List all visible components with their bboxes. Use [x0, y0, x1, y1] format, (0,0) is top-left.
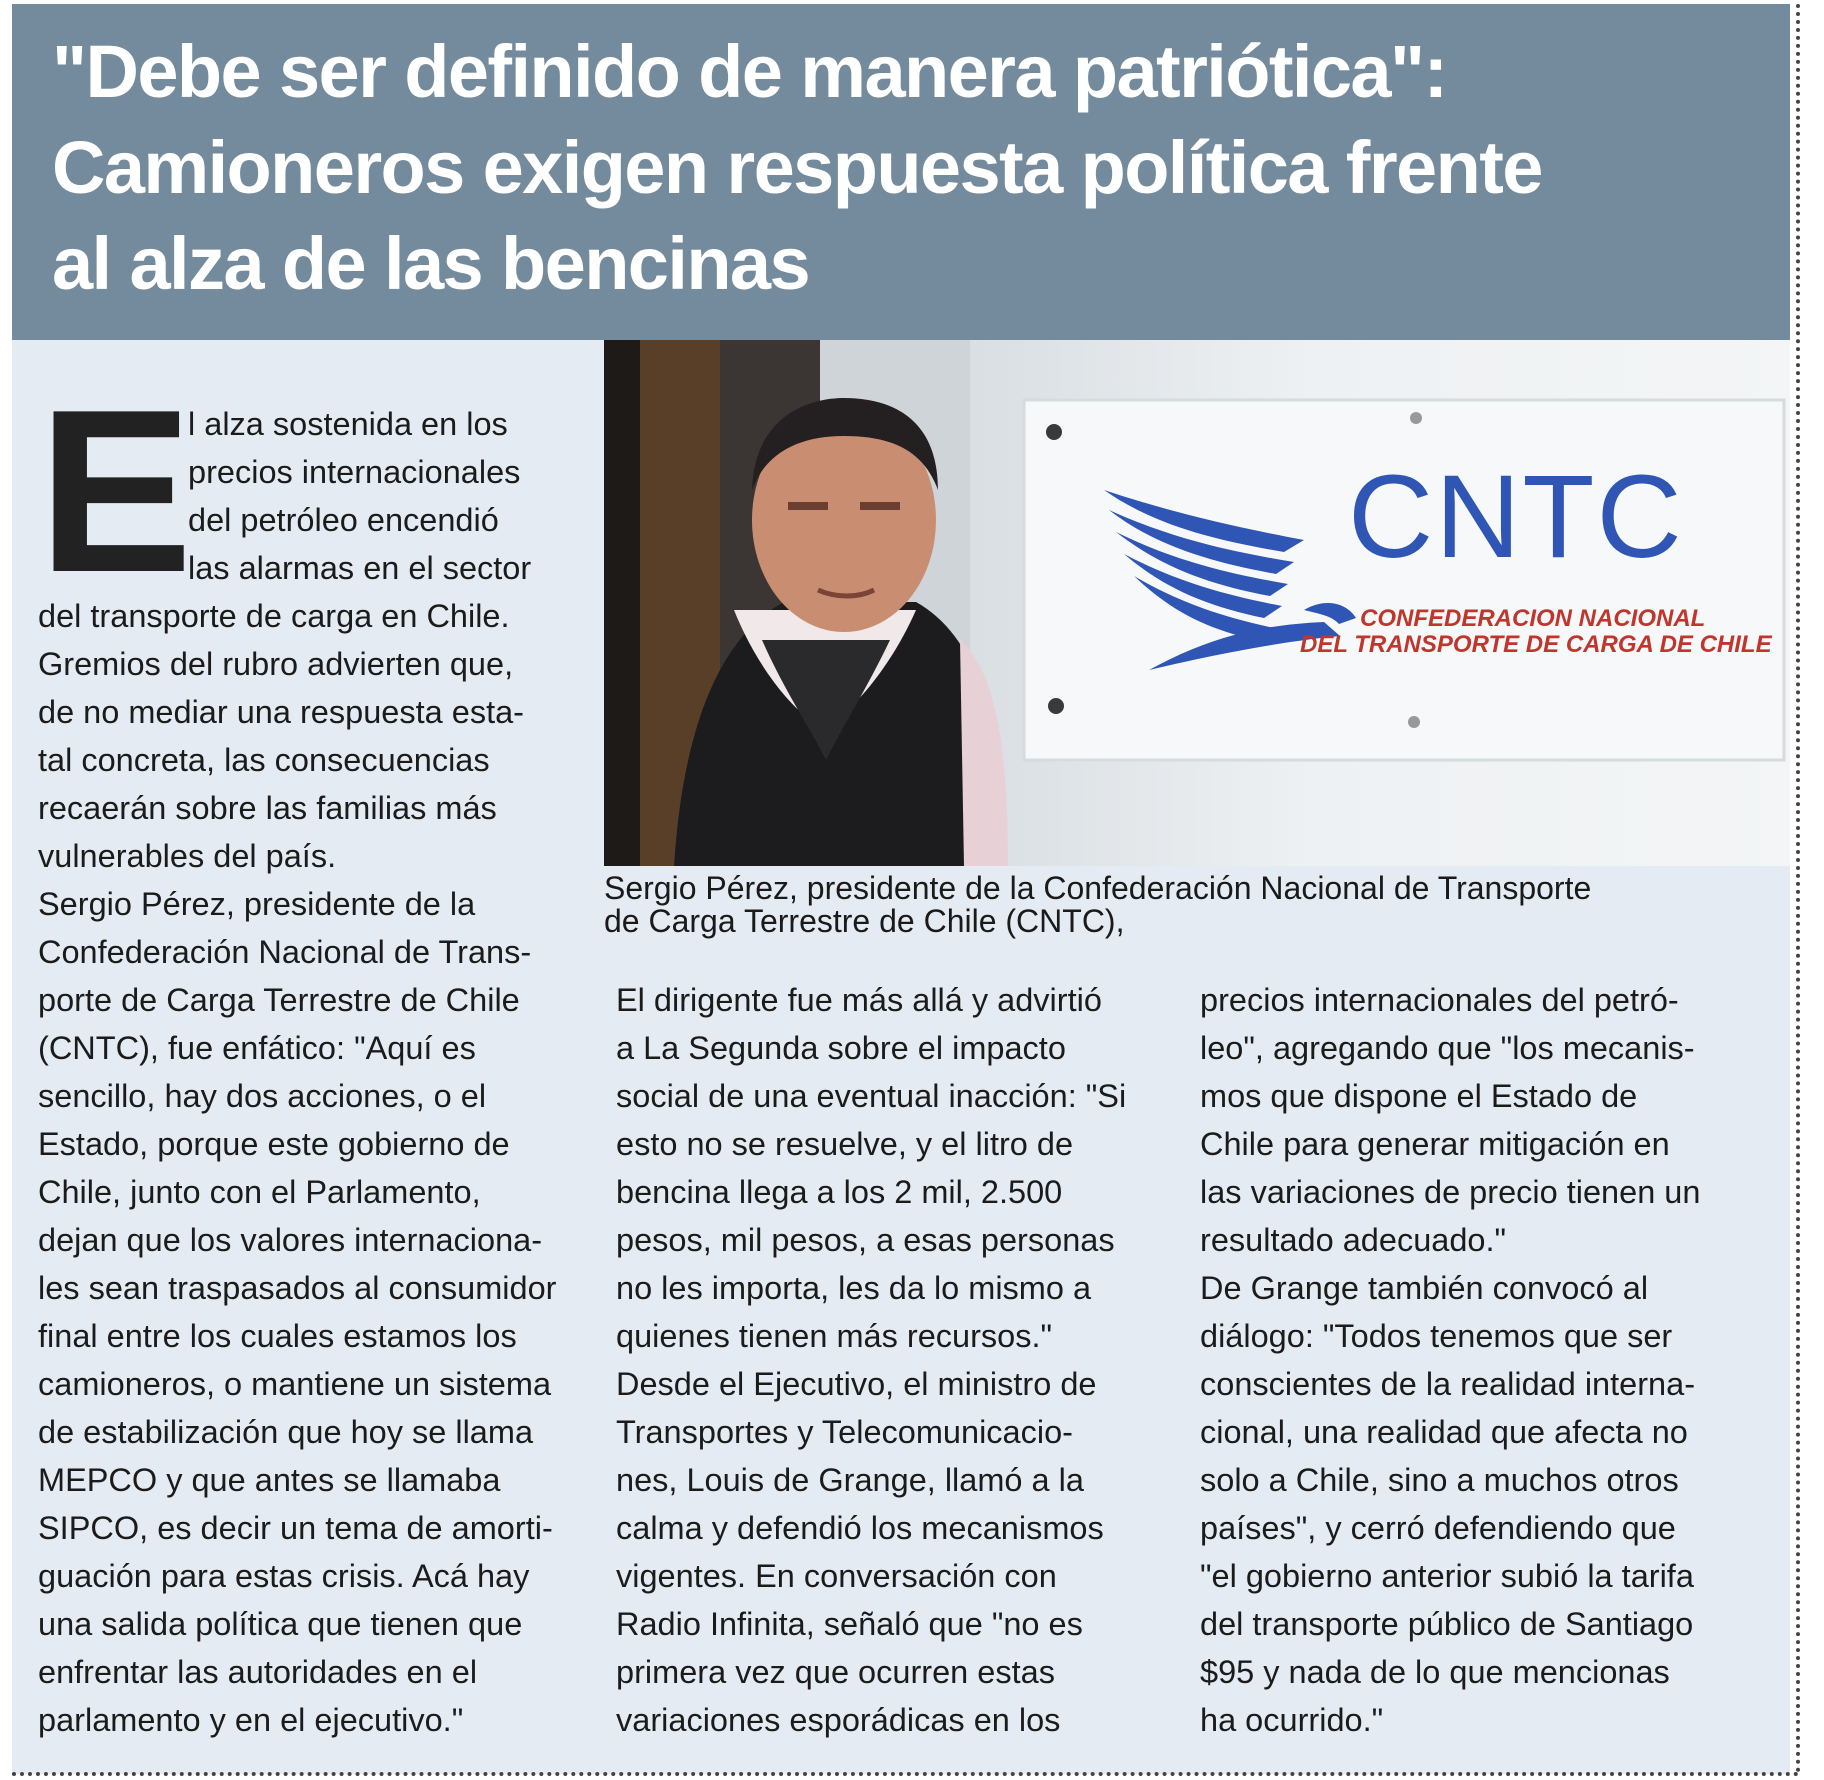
drop-cap-letter: E [38, 362, 193, 621]
text-line: Chile para generar mitigación en [1200, 1126, 1670, 1162]
text-line: de estabilización que hoy se llama [38, 1414, 534, 1450]
text-line: vulnerables del país. [38, 838, 337, 874]
caption-line-2: de Carga Terrestre de Chile (CNTC), [604, 903, 1125, 939]
text-line: $95 y nada de lo que mencionas [1200, 1654, 1670, 1690]
text-line: quienes tienen más recursos." [616, 1318, 1053, 1354]
text-line: una salida política que tienen que [38, 1606, 523, 1642]
text-line: final entre los cuales estamos los [38, 1318, 517, 1354]
text-line: SIPCO, es decir un tema de amorti- [38, 1510, 553, 1546]
headline-line-2: Camioneros exigen respuesta política frente [52, 126, 1542, 209]
text-line: Transportes y Telecomunicacio- [616, 1414, 1073, 1450]
logo-text: CNTC [1348, 451, 1684, 583]
text-line: primera vez que ocurren estas [616, 1654, 1055, 1690]
text-line: camioneros, o mantiene un sistema [38, 1366, 552, 1402]
text-line: (CNTC), fue enfático: "Aquí es [38, 1030, 476, 1066]
text-line: Estado, porque este gobierno de [38, 1126, 510, 1162]
text-line: parlamento y en el ejecutivo." [38, 1702, 464, 1738]
text-line: cional, una realidad que afecta no [1200, 1414, 1688, 1450]
text-line: Sergio Pérez, presidente de la [38, 886, 476, 922]
text-line: de no mediar una respuesta esta- [38, 694, 524, 730]
text-line: ha ocurrido." [1200, 1702, 1384, 1738]
text-line: las alarmas en el sector [188, 550, 532, 586]
text-line: pesos, mil pesos, a esas personas [616, 1222, 1115, 1258]
text-line: calma y defendió los mecanismos [616, 1510, 1104, 1546]
text-line: leo", agregando que "los mecanis- [1200, 1030, 1695, 1066]
text-line: conscientes de la realidad interna- [1200, 1366, 1696, 1402]
text-line: El dirigente fue más allá y advirtió [616, 982, 1102, 1018]
text-line: del transporte de carga en Chile. [38, 598, 510, 634]
text-line: sencillo, hay dos acciones, o el [38, 1078, 487, 1114]
text-line: Chile, junto con el Parlamento, [38, 1174, 481, 1210]
logo-subtitle-1: CONFEDERACION NACIONAL [1360, 605, 1706, 632]
text-line: del transporte público de Santiago [1200, 1606, 1694, 1642]
text-line: l alza sostenida en los [188, 406, 508, 442]
text-line: a La Segunda sobre el impacto [616, 1030, 1066, 1066]
article-column-2 [616, 976, 1156, 1744]
text-line: solo a Chile, sino a muchos otros [1200, 1462, 1679, 1498]
text-line: del petróleo encendió [188, 502, 499, 538]
text-line: MEPCO y que antes se llamaba [38, 1462, 501, 1498]
text-line: De Grange también convocó al [1200, 1270, 1649, 1306]
text-line: Gremios del rubro advierten que, [38, 646, 514, 682]
logo-subtitle-2: DEL TRANSPORTE DE CARGA DE CHILE [1300, 631, 1772, 658]
dotted-border-right [1796, 4, 1800, 1774]
text-line: Desde el Ejecutivo, el ministro de [616, 1366, 1097, 1402]
headline [52, 24, 1772, 312]
drop-cap [38, 362, 193, 621]
text-line: variaciones esporádicas en los [616, 1702, 1061, 1738]
text-line: enfrentar las autoridades en el [38, 1654, 478, 1690]
text-line: social de una eventual inacción: "Si [616, 1078, 1127, 1114]
text-line: dejan que los valores internaciona- [38, 1222, 543, 1258]
text-line: vigentes. En conversación con [616, 1558, 1057, 1594]
article-photo [604, 340, 1790, 866]
photo-caption [604, 872, 1784, 938]
text-line: les sean traspasados al consumidor [38, 1270, 557, 1306]
text-line: precios internacionales del petró- [1200, 982, 1679, 1018]
column-3-text [1200, 976, 1740, 1744]
text-line: bencina llega a los 2 mil, 2.500 [616, 1174, 1063, 1210]
text-line: precios internacionales [188, 454, 521, 490]
headline-line-3: al alza de las bencinas [52, 222, 810, 305]
text-line: "el gobierno anterior subió la tarifa [1200, 1558, 1694, 1594]
text-line: guación para estas crisis. Acá hay [38, 1558, 530, 1594]
text-line: recaerán sobre las familias más [38, 790, 497, 826]
text-line: Radio Infinita, señaló que "no es [616, 1606, 1083, 1642]
text-line: resultado adecuado." [1200, 1222, 1507, 1258]
text-line: países", y cerró defendiendo que [1200, 1510, 1676, 1546]
article-column-3 [1200, 976, 1740, 1744]
text-line: esto no se resuelve, y el litro de [616, 1126, 1074, 1162]
text-line: mos que dispone el Estado de [1200, 1078, 1638, 1114]
text-line: nes, Louis de Grange, llamó a la [616, 1462, 1084, 1498]
text-line: las variaciones de precio tienen un [1200, 1174, 1701, 1210]
text-line: porte de Carga Terrestre de Chile [38, 982, 520, 1018]
article-column-1 [38, 362, 578, 1744]
headline-line-1: "Debe ser definido de manera patriótica": [52, 30, 1447, 113]
dotted-border-bottom [12, 1772, 1800, 1776]
column-2-text [616, 976, 1156, 1744]
text-line: tal concreta, las consecuencias [38, 742, 490, 778]
text-line: Confederación Nacional de Trans- [38, 934, 532, 970]
text-line: diálogo: "Todos tenemos que ser [1200, 1318, 1673, 1354]
man-portrait-icon [604, 340, 1790, 866]
caption-line-1: Sergio Pérez, presidente de la Confederación Nacional de Transporte [604, 870, 1592, 906]
text-line: no les importa, les da lo mismo a [616, 1270, 1092, 1306]
